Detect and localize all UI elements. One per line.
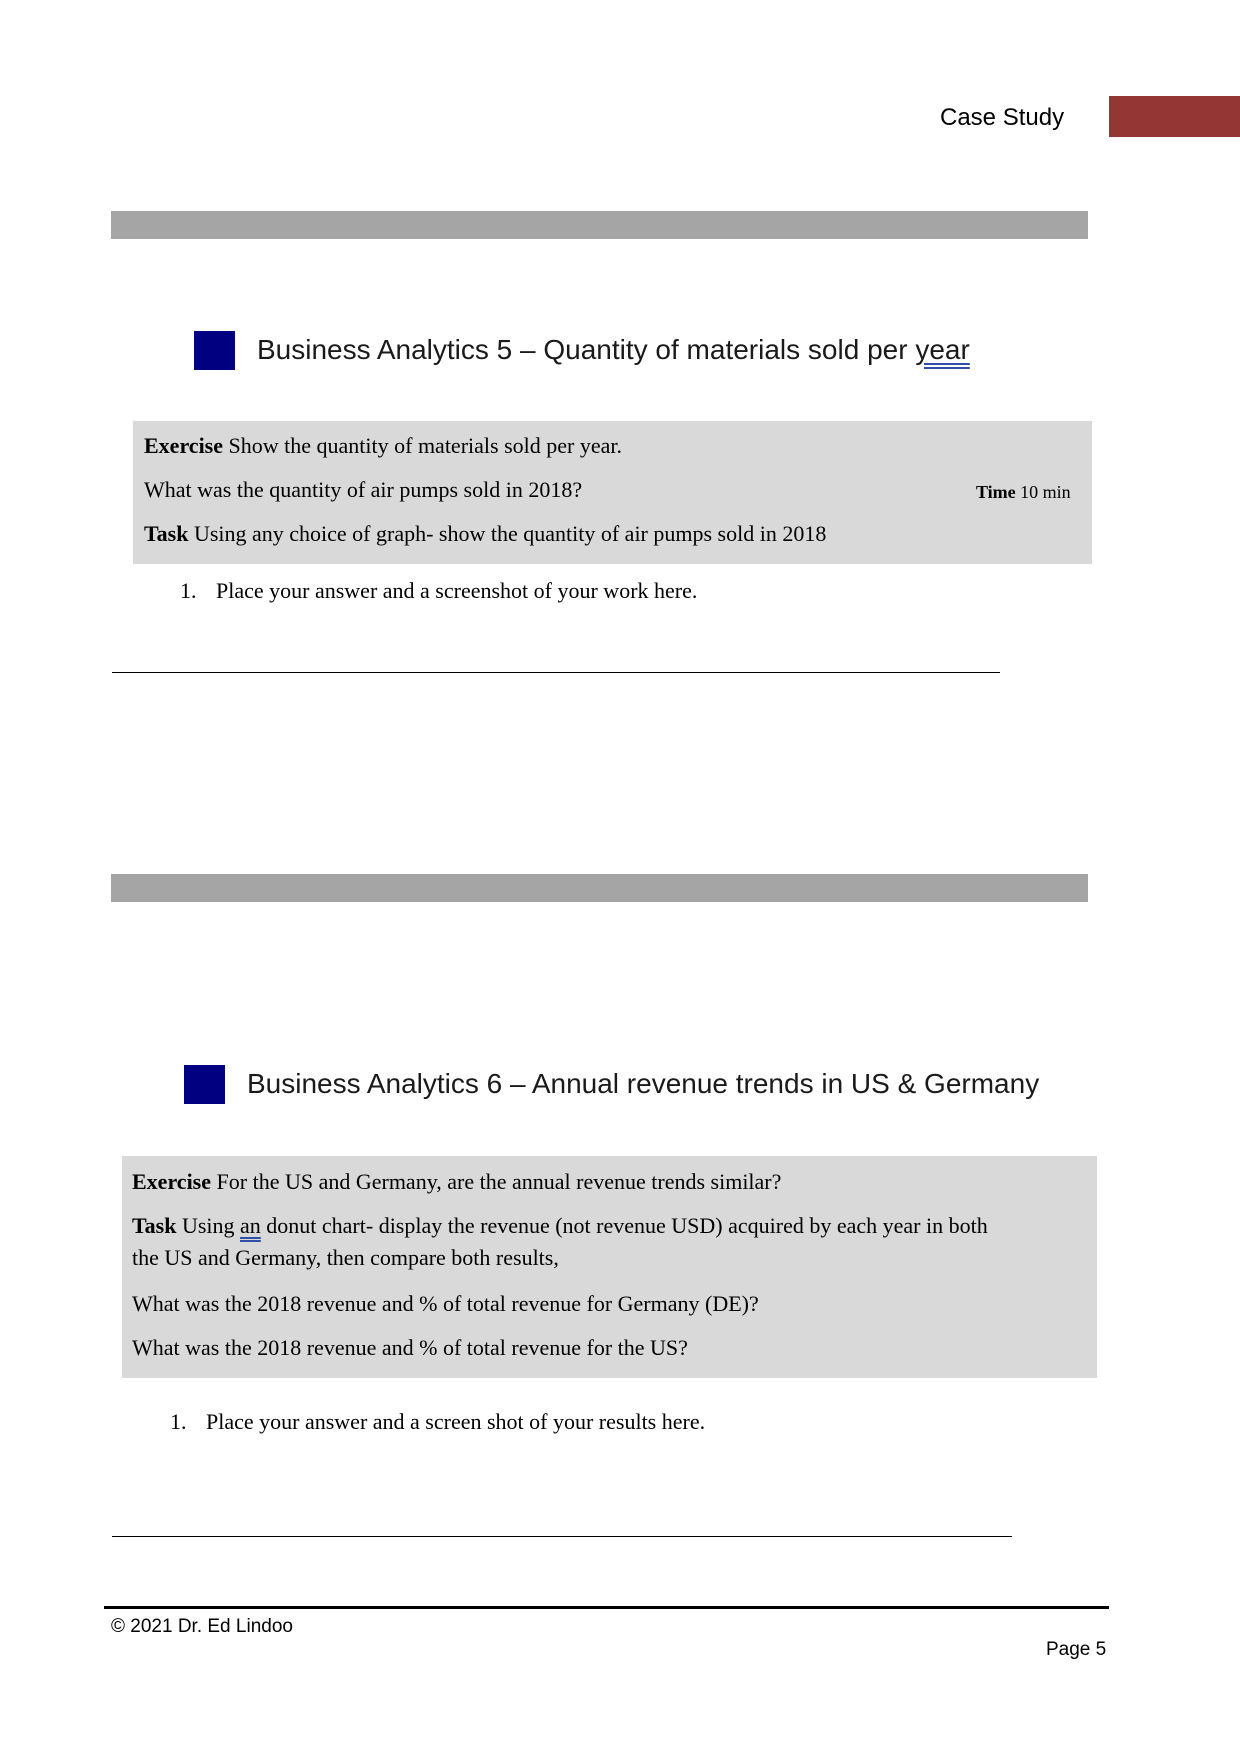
time-estimate: [976, 482, 1071, 503]
list-item-5: [180, 578, 697, 604]
task-text-an: an: [240, 1213, 261, 1238]
list-item-6: [170, 1409, 705, 1435]
time-value: 10 min: [1015, 482, 1071, 502]
header-title: Case Study: [940, 104, 1065, 131]
question-6-2: What was the 2018 revenue and % of total revenue for the US?: [132, 1335, 688, 1360]
list-text: Place your answer and a screen shot of your results here.: [206, 1409, 706, 1434]
header-accent-bar: [1109, 96, 1240, 137]
list-number: 1.: [170, 1409, 187, 1434]
section-5-title: [257, 334, 970, 366]
exercise-box-5: [133, 421, 1092, 564]
footer-copyright: © 2021 Dr. Ed Lindoo: [111, 1616, 293, 1637]
exercise-text: Show the quantity of materials sold per year.: [223, 433, 622, 458]
section-divider: [111, 874, 1088, 902]
heading-marker-square: [194, 331, 235, 370]
task-6-line-1: [132, 1213, 988, 1239]
list-number: 1.: [180, 578, 197, 603]
task-5-line: [144, 521, 826, 547]
section-5-title-main: Business Analytics 5 – Quantity of materials sold per: [257, 334, 916, 365]
exercise-label: Exercise: [132, 1169, 212, 1194]
exercise-text: For the US and Germany, are the annual revenue trends similar?: [211, 1169, 782, 1194]
exercise-label: Exercise: [144, 433, 224, 458]
question-5: What was the quantity of air pumps sold in 2018?: [144, 477, 583, 502]
answer-line-6: [112, 1536, 1012, 1537]
heading-marker-square: [184, 1065, 225, 1104]
section-6-title: Business Analytics 6 – Annual revenue trends in US & Germany: [247, 1068, 1040, 1099]
list-text: Place your answer and a screenshot of your work here.: [216, 578, 698, 603]
task-label: Task: [132, 1213, 177, 1238]
task-6-line-2: the US and Germany, then compare both results,: [132, 1245, 559, 1270]
section-divider: [111, 211, 1088, 239]
footer-rule: [104, 1606, 1109, 1609]
section-5-title-tail: year: [915, 334, 970, 365]
task-text: Using any choice of graph- show the quantity of air pumps sold in 2018: [188, 521, 827, 546]
task-text-pre: Using: [176, 1213, 241, 1238]
time-label: Time: [976, 482, 1016, 502]
task-text-rest: donut chart- display the revenue (not revenue USD) acquired by each year in both: [260, 1213, 988, 1238]
answer-line-5: [112, 672, 1000, 673]
exercise-box-6: [122, 1156, 1097, 1378]
page-number: Page 5: [1046, 1639, 1107, 1660]
question-6-1: What was the 2018 revenue and % of total revenue for Germany (DE)?: [132, 1291, 759, 1316]
task-label: Task: [144, 521, 189, 546]
exercise-5-line: [144, 433, 622, 459]
exercise-6-line: [132, 1169, 781, 1195]
